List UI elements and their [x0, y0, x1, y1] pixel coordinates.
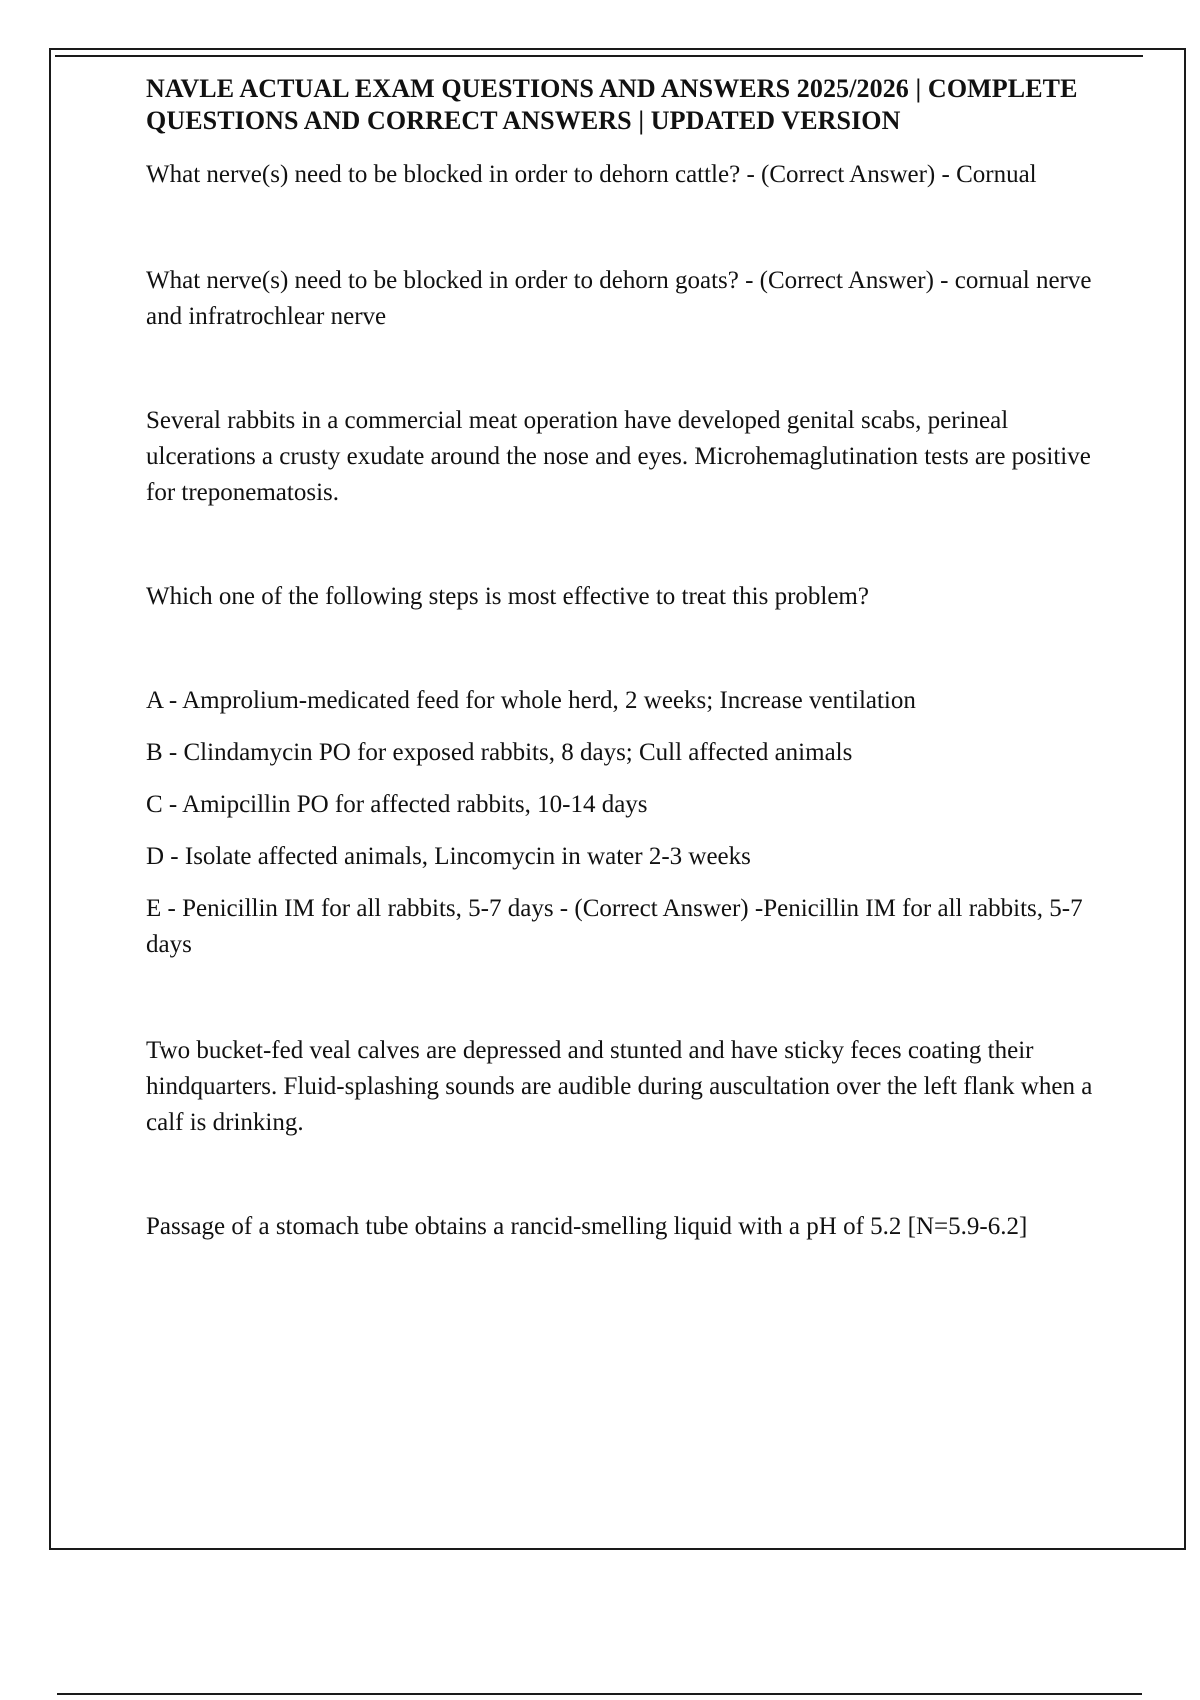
- question-calf-detail: Passage of a stomach tube obtains a rancid-smelling liquid with a pH of 5.2 [N=5.9-6.2]: [146, 1213, 1028, 1240]
- answer-option-d: D - Isolate affected animals, Lincomycin in water 2-3 weeks: [146, 843, 751, 870]
- answer-options: [146, 683, 1096, 963]
- question-rabbit-prompt: Which one of the following steps is most effective to treat this problem?: [146, 583, 869, 610]
- answer-option-e: E - Penicillin IM for all rabbits, 5-7 days - (Correct Answer) -Penicillin IM for all rabbits, 5-7 days: [146, 895, 1083, 958]
- question-goat-dehorn: What nerve(s) need to be blocked in order to dehorn goats? - (Correct Answer) - cornual nerve and infratrochlear nerve: [146, 267, 1092, 330]
- answer-option-c: C - Amipcillin PO for affected rabbits, 10-14 days: [146, 791, 648, 818]
- bottom-rule: [57, 1693, 1142, 1695]
- document-title: NAVLE ACTUAL EXAM QUESTIONS AND ANSWERS 2025/2026 | COMPLETE QUESTIONS AND CORRECT ANSWERS | UPDATED VERSION: [146, 74, 1078, 135]
- question-rabbit-stem: Several rabbits in a commercial meat operation have developed genital scabs, perineal ulcerations a crusty exudate around the nose and eyes. Microhemaglutination tests are positive for treponematosis.: [146, 407, 1091, 506]
- question-cattle-dehorn: What nerve(s) need to be blocked in order to dehorn cattle? - (Correct Answer) - Cornual: [146, 161, 1037, 188]
- question-calf-stem: Two bucket-fed veal calves are depressed and stunted and have sticky feces coating their hindquarters. Fluid-splashing sounds are audible during auscultation over the left flank when a calf is drinking.: [146, 1037, 1093, 1136]
- document-body: [146, 73, 1096, 1245]
- answer-option-b: B - Clindamycin PO for exposed rabbits, 8 days; Cull affected animals: [146, 739, 853, 766]
- answer-option-a: A - Amprolium-medicated feed for whole herd, 2 weeks; Increase ventilation: [146, 687, 916, 714]
